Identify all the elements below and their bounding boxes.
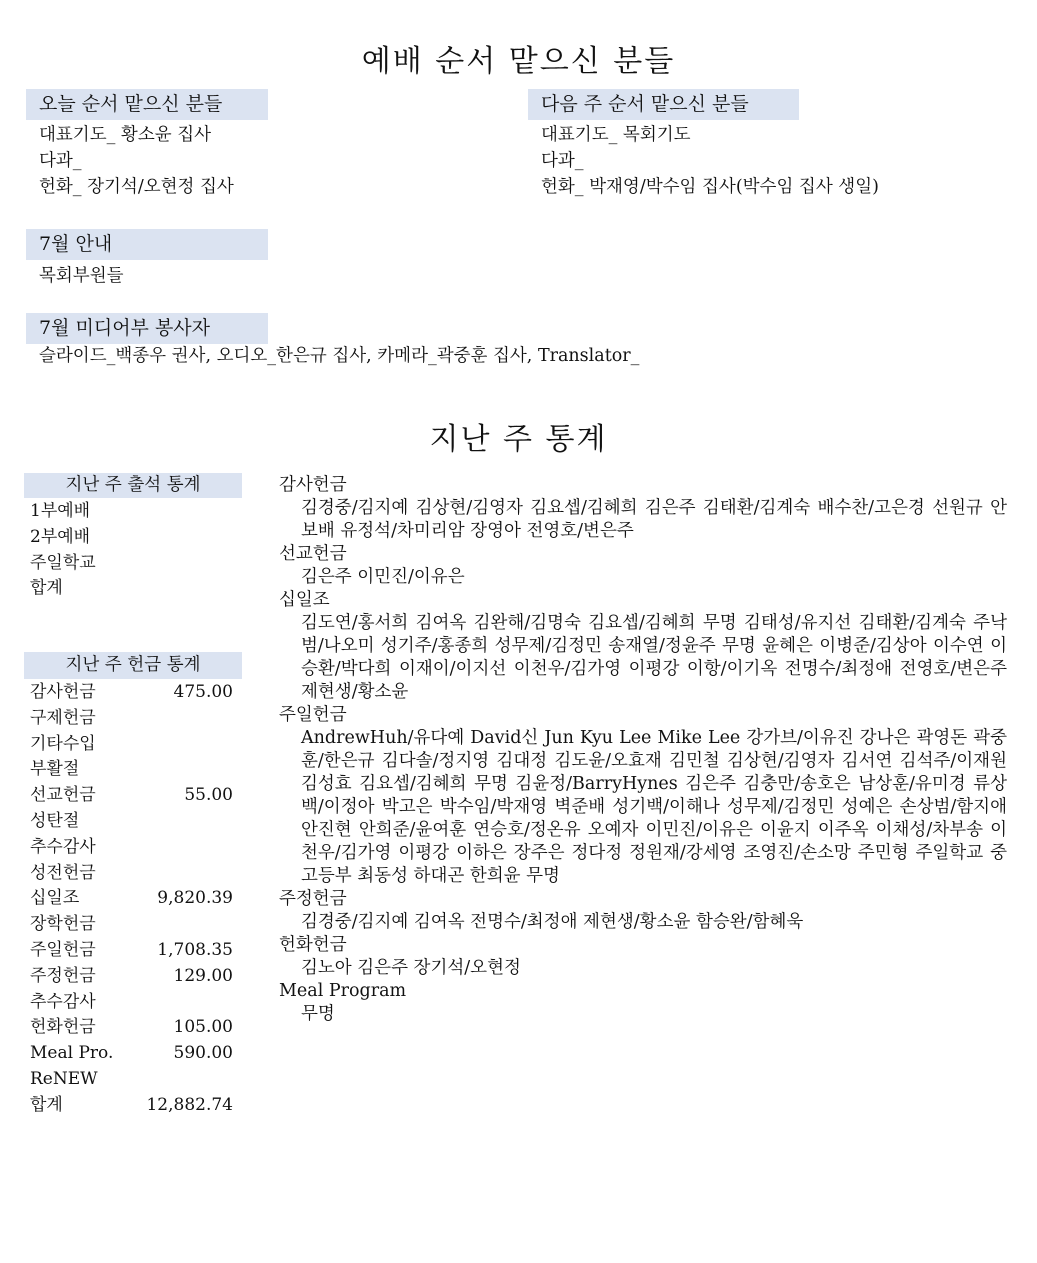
offering-donors: 김경중/김지예 김여옥 전명수/최정애 제현생/황소윤 함승완/함혜욱 [301,912,804,932]
offering-row: 구제헌금 [30,707,96,728]
offering-row: 헌화헌금 105.00 [30,1017,233,1038]
offering-category: 주일헌금 [279,705,347,725]
offering-category: Meal Program [279,981,407,1001]
offering-donors: 김은주 이민진/이유은 [301,567,465,587]
offering-header: 지난 주 헌금 통계 [24,652,242,679]
july-media-header: 7월 미디어부 봉사자 [26,313,268,344]
attendance-row: 2부예배 [30,526,91,547]
july-notice-header: 7월 안내 [26,229,268,260]
offering-table [30,680,233,1119]
attendance-row: 주일학교 [30,552,96,573]
offering-donors: 무명 [301,1004,335,1024]
next-line-prayer: 대표기도_ 목회기도 [541,125,691,145]
offering-row: Meal Pro. 590.00 [30,1043,233,1064]
offering-row: ReNEW [30,1068,98,1089]
july-media-text: 슬라이드_백종우 권사, 오디오_한은규 집사, 카메라_곽중훈 집사, Translator_ [39,346,640,366]
offering-row: 장학헌금 [30,914,96,935]
july-notice-text: 목회부원들 [39,266,124,286]
stats-title: 지난 주 통계 [429,422,608,457]
next-header: 다음 주 순서 맡으신 분들 [528,89,799,120]
offering-category: 선교헌금 [279,544,347,564]
attendance-table [30,499,233,602]
attendance-row: 1부예배 [30,501,91,521]
offering-row: 부활절 [30,759,80,780]
offering-donors: AndrewHuh/유다예 David신 Jun Kyu Lee Mike Lee 강가브/이유진 강나은 곽영돈 곽중훈/한은규 김다솔/정지영 김대정 김도윤/오효재 김민철 김상현/김영자 김서연 김석주/이재원 김성효 김요셉/김혜희 무명 김윤정/BarryHynes 김은주 김충만/송호은 남상훈/유미경 류상백/이정아 박고은 박수임/박재영 벽준배 성기백/이해나 성무제/김정민 성예은 손상범/함지애 안진현 안희준/윤여훈 연승호/정온유 오예자 이민진/이유은 이윤지 이주옥 이채성/차부송 이천우/김가영 이평강 이하은 장주은 정다정 정원재/강세영 조영진/손소망 주민형 주일학교 중고등부 최동성 하대곤 한희윤 무명 [301,728,1007,886]
offering-row: 선교헌금 55.00 [30,785,233,806]
offering-names-list [279,474,1007,1026]
offering-donors: 김도연/홍서희 김여옥 김완해/김명숙 김요셉/김혜희 무명 김태성/유지선 김태환/김계숙 주낙범/나오미 성기주/홍종희 성무제/김정민 송재열/정윤주 무명 윤혜은 이병준/김상아 이수연 이승환/박다희 이재이/이지선 이천우/김가영 이평강 이항/이기옥 전명수/최정애 전영호/변은주 제현생/황소윤 [301,613,1007,702]
offering-row-total: 합계 12,882.74 [30,1094,233,1115]
today-line-prayer: 대표기도_ 황소윤 집사 [39,125,212,145]
offering-donors: 김노아 김은주 장기석/오현정 [301,958,521,978]
today-line-refreshment: 다과_ [39,151,82,171]
offering-category: 십일조 [279,590,330,610]
offering-row: 성전헌금 [30,862,96,883]
offering-row: 추수감사 [30,836,96,857]
offering-row: 기타수입 [30,733,96,754]
page-title: 예배 순서 맡으신 분들 [361,44,676,79]
offering-row: 성탄절 [30,810,80,831]
offering-row: 주일헌금 1,708.35 [30,939,233,960]
today-header: 오늘 순서 맡으신 분들 [26,89,268,120]
offering-row: 감사헌금 475.00 [30,682,233,702]
attendance-row: 합계 [30,578,63,599]
offering-donors: 김경중/김지예 김상현/김영자 김요셉/김혜희 김은주 김태환/김계숙 배수찬/고은경 선원규 안보배 유정석/차미리암 장영아 전영호/변은주 [301,498,1007,541]
attendance-header: 지난 주 출석 통계 [24,473,242,498]
today-line-flowers: 헌화_ 장기석/오현정 집사 [39,177,234,197]
next-line-flowers: 헌화_ 박재영/박수임 집사(박수임 집사 생일) [541,177,879,197]
offering-category: 헌화헌금 [279,935,347,955]
next-line-refreshment: 다과_ [541,151,584,171]
offering-row: 추수감사 [30,991,96,1012]
offering-category: 감사헌금 [279,475,347,495]
offering-row: 주정헌금 129.00 [30,965,233,986]
offering-category: 주정헌금 [279,889,347,909]
offering-row: 십일조 9,820.39 [30,888,233,909]
